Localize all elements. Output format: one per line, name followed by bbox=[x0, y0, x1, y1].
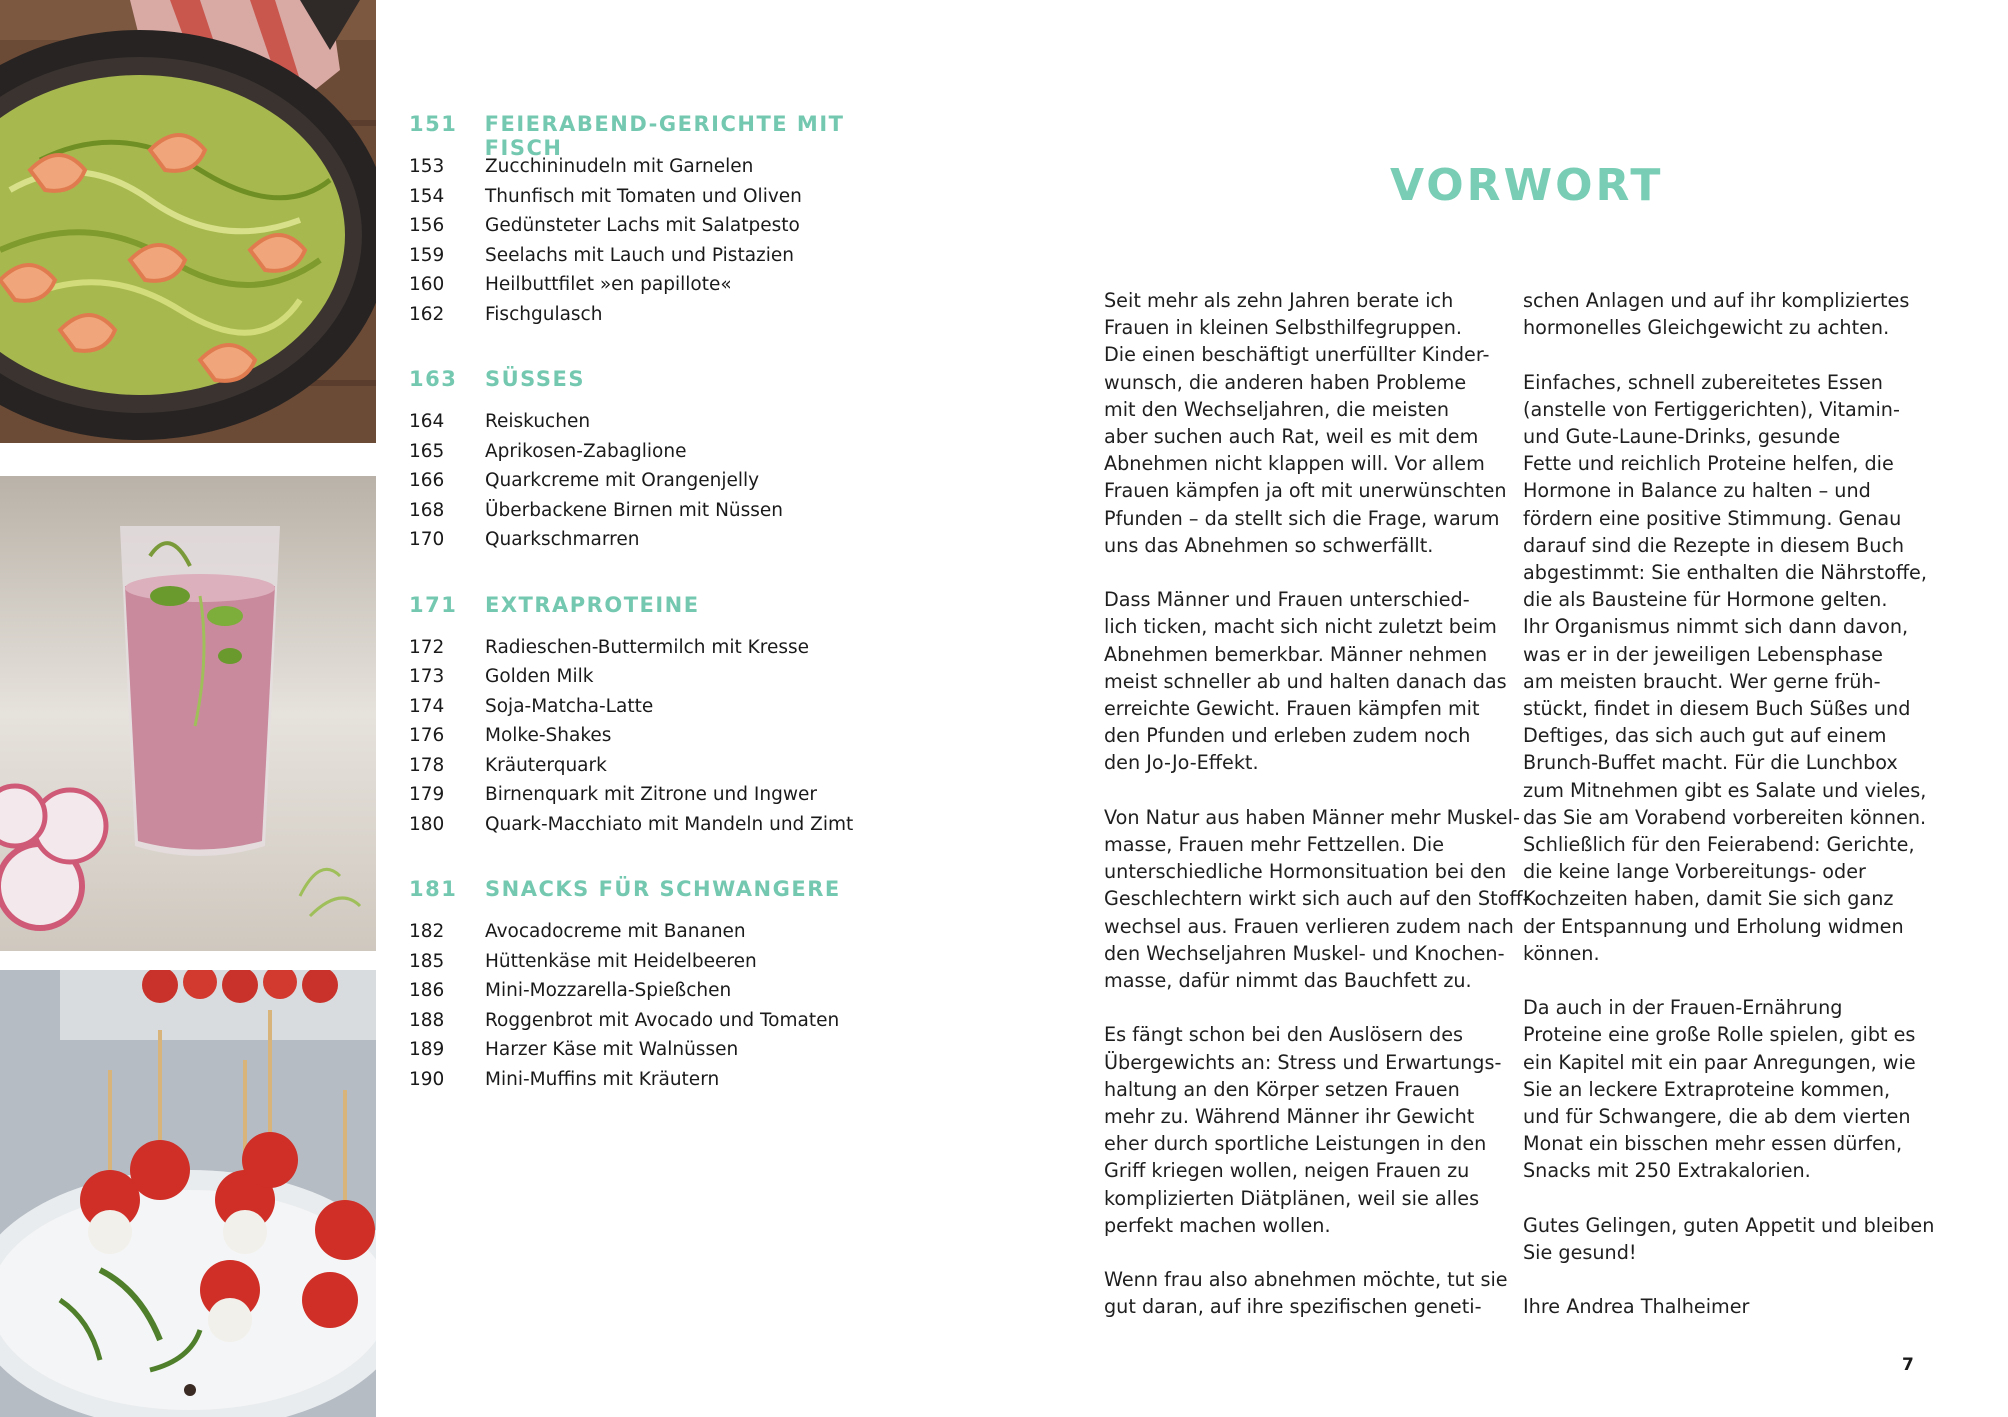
preface-line: meist schneller ab und halten danach das bbox=[1104, 669, 1507, 693]
toc-section-page: 171 bbox=[409, 592, 458, 617]
preface-line: Es fängt schon bei den Auslösern des bbox=[1104, 1023, 1464, 1047]
preface-line: Sie gesund! bbox=[1523, 1241, 1637, 1265]
toc-entry-title: Golden Milk bbox=[485, 666, 594, 687]
toc-entry[interactable] bbox=[409, 1069, 929, 1099]
preface-column-2 bbox=[1523, 287, 1933, 1348]
preface-line: eher durch sportliche Leistungen in den bbox=[1104, 1132, 1487, 1156]
preface-line: die keine lange Vorbereitungs- oder bbox=[1523, 860, 1866, 884]
toc-entry-page: 162 bbox=[409, 303, 445, 325]
toc-entry[interactable] bbox=[409, 637, 929, 667]
preface-line: gut daran, auf ihre spezifischen geneti- bbox=[1104, 1295, 1482, 1319]
toc-entry-page: 179 bbox=[409, 784, 445, 805]
preface-line: der Entspannung und Erholung widmen bbox=[1523, 914, 1904, 938]
toc-section-heading[interactable] bbox=[409, 367, 929, 401]
preface-line: Von Natur aus haben Männer mehr Muskel- bbox=[1104, 805, 1520, 829]
toc-entry-page: 156 bbox=[409, 215, 445, 236]
toc-section-title: SÜSSES bbox=[485, 367, 585, 391]
toc-section-title: SNACKS FÜR SCHWANGERE bbox=[485, 877, 841, 901]
preface-line: (anstelle von Fertiggerichten), Vitamin- bbox=[1523, 397, 1900, 421]
preface-paragraph bbox=[1104, 1021, 1514, 1239]
toc-entry-page: 159 bbox=[409, 244, 445, 266]
toc-entry-title: Harzer Käse mit Walnüssen bbox=[485, 1039, 739, 1060]
toc-entry-title: Hüttenkäse mit Heidelbeeren bbox=[485, 950, 757, 972]
toc-entry-page: 180 bbox=[409, 813, 445, 835]
preface-line: hormonelles Gleichgewicht zu achten. bbox=[1523, 316, 1890, 340]
toc-entry-title: Fischgulasch bbox=[485, 303, 603, 325]
toc-entry[interactable] bbox=[409, 470, 929, 500]
preface-line: Seit mehr als zehn Jahren berate ich bbox=[1104, 289, 1454, 312]
toc-entry-title: Zucchininudeln mit Garnelen bbox=[485, 156, 754, 177]
toc-entry-page: 164 bbox=[409, 411, 445, 432]
preface-line: Ihre Andrea Thalheimer bbox=[1523, 1295, 1750, 1319]
toc-entry-title: Kräuterquark bbox=[485, 754, 607, 776]
toc-section-title: FEIERABEND-GERICHTE MIT FISCH bbox=[484, 112, 845, 160]
preface-paragraph bbox=[1523, 1212, 1933, 1266]
preface-column-1 bbox=[1104, 287, 1530, 1348]
shrimp-zucchini-pan-photo bbox=[0, 0, 376, 457]
preface-line: den Wechseljahren Muskel- und Knochen- bbox=[1104, 941, 1505, 965]
preface-line: Deftiges, das sich auch gut auf einem bbox=[1523, 724, 1887, 748]
preface-line: Proteine eine große Rolle spielen, gibt es bbox=[1523, 1023, 1916, 1047]
preface-line: Da auch in der Frauen-Ernährung bbox=[1523, 996, 1843, 1020]
toc-entry-page: 170 bbox=[409, 529, 445, 550]
toc-entry-title: Thunfisch mit Tomaten und Oliven bbox=[485, 185, 802, 207]
toc-section bbox=[409, 877, 929, 1098]
toc-entry[interactable] bbox=[409, 951, 929, 981]
preface-line: masse, Frauen mehr Fettzellen. Die bbox=[1104, 833, 1445, 857]
preface-line: und Gute-Laune-Drinks, gesunde bbox=[1523, 425, 1841, 448]
preface-line: Einfaches, schnell zubereitetes Essen bbox=[1523, 370, 1883, 394]
preface-paragraph bbox=[1523, 994, 1933, 1184]
preface-line: darauf sind die Rezepte in diesem Buch bbox=[1523, 533, 1905, 557]
toc-entry-page: 186 bbox=[409, 980, 445, 1001]
preface-line: können. bbox=[1523, 941, 1600, 965]
toc-section-page: 163 bbox=[409, 367, 458, 391]
toc-entry-title: Avocadocreme mit Bananen bbox=[485, 921, 746, 942]
preface-line: stückt, findet in diesem Buch Süßes und bbox=[1523, 697, 1911, 721]
toc-entry-page: 178 bbox=[409, 754, 445, 776]
preface-line: wechsel aus. Frauen verlieren zudem nach bbox=[1104, 914, 1514, 938]
toc-entry-page: 168 bbox=[409, 499, 445, 521]
toc-entry-title: Aprikosen-Zabaglione bbox=[485, 440, 687, 462]
toc-entry-page: 153 bbox=[409, 156, 445, 177]
preface-paragraph bbox=[1523, 369, 1933, 967]
toc-section-heading[interactable] bbox=[409, 112, 929, 160]
toc-entry-title: Quarkschmarren bbox=[485, 529, 640, 550]
toc-section bbox=[409, 593, 929, 844]
preface-line: Sie an leckere Extraproteine kommen, bbox=[1523, 1077, 1891, 1101]
preface-line: und für Schwangere, die ab dem vierten bbox=[1523, 1105, 1911, 1129]
preface-line: was er in der jeweiligen Lebensphase bbox=[1523, 642, 1883, 666]
preface-line: Schließlich für den Feierabend: Gerichte, bbox=[1523, 833, 1915, 857]
toc-entry-title: Quark-Macchiato mit Mandeln und Zimt bbox=[485, 813, 854, 835]
preface-line: Geschlechtern wirkt sich auch auf den Stoff- bbox=[1104, 887, 1530, 911]
preface-line: wunsch, die anderen haben Probleme bbox=[1104, 370, 1467, 394]
preface-line: Pfunden – da stellt sich die Frage, warum bbox=[1104, 506, 1500, 530]
preface-line: Gutes Gelingen, guten Appetit und bleiben bbox=[1523, 1213, 1935, 1237]
toc-entry-page: 173 bbox=[409, 666, 445, 687]
preface-line: den Pfunden und erleben zudem noch bbox=[1104, 724, 1471, 748]
preface-line: Hormone in Balance zu halten – und bbox=[1523, 479, 1871, 503]
toc-entry-title: Reiskuchen bbox=[485, 411, 591, 432]
preface-line: perfekt machen wollen. bbox=[1104, 1213, 1331, 1237]
preface-line: komplizierten Diätplänen, weil sie alles bbox=[1104, 1186, 1480, 1210]
toc-section-title: EXTRAPROTEINE bbox=[485, 592, 700, 617]
toc-entry[interactable] bbox=[409, 784, 929, 814]
toc-entry-page: 188 bbox=[409, 1009, 445, 1031]
toc-entry-title: Radieschen-Buttermilch mit Kresse bbox=[485, 636, 810, 658]
preface-line: Monat ein bisschen mehr essen dürfen, bbox=[1523, 1132, 1903, 1156]
toc-entry[interactable] bbox=[409, 814, 929, 844]
preface-line: zum Mitnehmen gibt es Salate und vieles, bbox=[1523, 778, 1927, 802]
preface-line: am meisten braucht. Wer gerne früh- bbox=[1523, 669, 1881, 693]
toc-section-heading[interactable] bbox=[409, 877, 929, 911]
preface-line: Frauen in kleinen Selbsthilfegruppen. bbox=[1104, 316, 1462, 340]
preface-line: mit den Wechseljahren, die meisten bbox=[1104, 397, 1449, 421]
toc-entry[interactable] bbox=[409, 304, 929, 334]
toc-entry-title: Gedünsteter Lachs mit Salatpesto bbox=[485, 215, 800, 236]
toc-entry-title: Mini-Muffins mit Kräutern bbox=[485, 1068, 720, 1090]
toc-entry[interactable] bbox=[409, 215, 929, 245]
preface-line: mehr zu. Während Männer ihr Gewicht bbox=[1104, 1105, 1475, 1129]
preface-line: lich ticken, macht sich nicht zuletzt beim bbox=[1104, 615, 1497, 639]
toc-section-page: 151 bbox=[409, 112, 458, 136]
preface-line: Ihr Organismus nimmt sich dann davon, bbox=[1523, 615, 1909, 639]
preface-line: haltung an den Körper setzen Frauen bbox=[1104, 1077, 1460, 1101]
preface-line: Frauen kämpfen ja oft mit unerwünschten bbox=[1104, 479, 1507, 503]
toc-entry[interactable] bbox=[409, 725, 929, 755]
toc-entry[interactable] bbox=[409, 696, 929, 726]
preface-line: fördern eine positive Stimmung. Genau bbox=[1523, 506, 1902, 530]
toc-entry[interactable] bbox=[409, 156, 929, 186]
preface-line: den Jo-Jo-Effekt. bbox=[1104, 751, 1259, 775]
toc-entry[interactable] bbox=[409, 1010, 929, 1040]
toc-entry-title: Quarkcreme mit Orangenjelly bbox=[485, 470, 760, 491]
photo-strip bbox=[0, 0, 376, 1417]
preface-paragraph bbox=[1104, 1266, 1514, 1320]
preface-line: Übergewichts an: Stress und Erwartungs- bbox=[1104, 1050, 1502, 1074]
toc-entry-page: 176 bbox=[409, 725, 445, 746]
toc-entry-title: Birnenquark mit Zitrone und Ingwer bbox=[485, 784, 817, 805]
preface-line: Dass Männer und Frauen unterschied- bbox=[1104, 588, 1470, 612]
preface-paragraph bbox=[1104, 287, 1514, 559]
toc-entry-page: 190 bbox=[409, 1068, 445, 1090]
preface-line: abgestimmt: Sie enthalten die Nährstoffe, bbox=[1523, 561, 1927, 585]
preface-line: masse, dafür nimmt das Bauchfett zu. bbox=[1104, 969, 1472, 993]
toc-entry-title: Heilbuttfilet »en papillote« bbox=[485, 274, 732, 295]
preface-line: schen Anlagen und auf ihr kompliziertes bbox=[1523, 289, 1910, 312]
preface-line: Fette und reichlich Proteine helfen, die bbox=[1523, 452, 1894, 476]
page-number: 7 bbox=[1902, 1355, 1914, 1375]
toc-entry[interactable] bbox=[409, 980, 929, 1010]
toc-entry-title: Überbackene Birnen mit Nüssen bbox=[485, 499, 784, 521]
preface-line: Griff kriegen wollen, neigen Frauen zu bbox=[1104, 1159, 1470, 1183]
toc-entry-title: Roggenbrot mit Avocado und Tomaten bbox=[485, 1009, 840, 1031]
toc-entry-page: 172 bbox=[409, 636, 445, 658]
toc-entry-title: Molke-Shakes bbox=[485, 725, 612, 746]
preface-title: VORWORT bbox=[1390, 160, 1664, 211]
preface-line: erreichte Gewicht. Frauen kämpfen mit bbox=[1104, 697, 1480, 721]
toc-entry-page: 160 bbox=[409, 274, 445, 295]
preface-line: Brunch-Buffet macht. Für die Lunchbox bbox=[1523, 751, 1898, 775]
toc-entry-page: 189 bbox=[409, 1039, 445, 1060]
toc-section-heading[interactable] bbox=[409, 593, 929, 627]
toc-entry[interactable] bbox=[409, 529, 929, 559]
preface-line: Abnehmen bemerkbar. Männer nehmen bbox=[1104, 642, 1488, 666]
preface-line: die als Bausteine für Hormone gelten. bbox=[1523, 588, 1888, 612]
preface-paragraph bbox=[1104, 586, 1514, 776]
toc-entry[interactable] bbox=[409, 186, 929, 216]
preface-line: das Sie am Vorabend vorbereiten können. bbox=[1523, 805, 1927, 829]
preface-line: Wenn frau also abnehmen möchte, tut sie bbox=[1104, 1268, 1508, 1292]
preface-line: unterschiedliche Hormonsituation bei den bbox=[1104, 860, 1507, 884]
toc-entry[interactable] bbox=[409, 755, 929, 785]
toc-entry-title: Mini-Mozzarella-Spießchen bbox=[485, 980, 732, 1001]
toc-entry-page: 166 bbox=[409, 470, 445, 491]
toc-entry[interactable] bbox=[409, 500, 929, 530]
toc-entry-page: 154 bbox=[409, 185, 445, 207]
toc-entry-page: 185 bbox=[409, 950, 445, 972]
toc-entry[interactable] bbox=[409, 666, 929, 696]
preface-paragraph bbox=[1523, 287, 1933, 341]
toc-entry-page: 174 bbox=[409, 695, 445, 717]
toc-section bbox=[409, 367, 929, 559]
toc-entry[interactable] bbox=[409, 274, 929, 304]
toc-entry[interactable] bbox=[409, 1039, 929, 1069]
preface-paragraph bbox=[1104, 804, 1530, 994]
toc-entry[interactable] bbox=[409, 441, 929, 471]
preface-line: Abnehmen nicht klappen will. Vor allem bbox=[1104, 452, 1485, 476]
table-of-contents bbox=[409, 112, 929, 1132]
preface-line: aber suchen auch Rat, weil es mit dem bbox=[1104, 425, 1479, 449]
toc-entry-title: Seelachs mit Lauch und Pistazien bbox=[485, 244, 794, 266]
preface-line: Die einen beschäftigt unerfüllter Kinder- bbox=[1104, 343, 1490, 367]
mozzarella-tomato-skewers-photo bbox=[0, 970, 376, 1417]
toc-entry[interactable] bbox=[409, 921, 929, 951]
toc-entry-title: Soja-Matcha-Latte bbox=[485, 695, 654, 717]
preface-line: Kochzeiten haben, damit Sie sich ganz bbox=[1523, 887, 1894, 911]
toc-section-page: 181 bbox=[409, 877, 458, 901]
toc-entry[interactable] bbox=[409, 245, 929, 275]
preface-line: ein Kapitel mit ein paar Anregungen, wie bbox=[1523, 1050, 1916, 1074]
preface-paragraph bbox=[1523, 1293, 1933, 1320]
radish-buttermilk-shake-photo bbox=[0, 476, 376, 951]
toc-entry[interactable] bbox=[409, 411, 929, 441]
toc-entry-page: 165 bbox=[409, 440, 445, 462]
preface-line: Snacks mit 250 Extrakalorien. bbox=[1523, 1159, 1811, 1183]
preface-line: uns das Abnehmen so schwerfällt. bbox=[1104, 533, 1434, 557]
toc-section bbox=[409, 112, 929, 333]
toc-entry-page: 182 bbox=[409, 921, 445, 942]
